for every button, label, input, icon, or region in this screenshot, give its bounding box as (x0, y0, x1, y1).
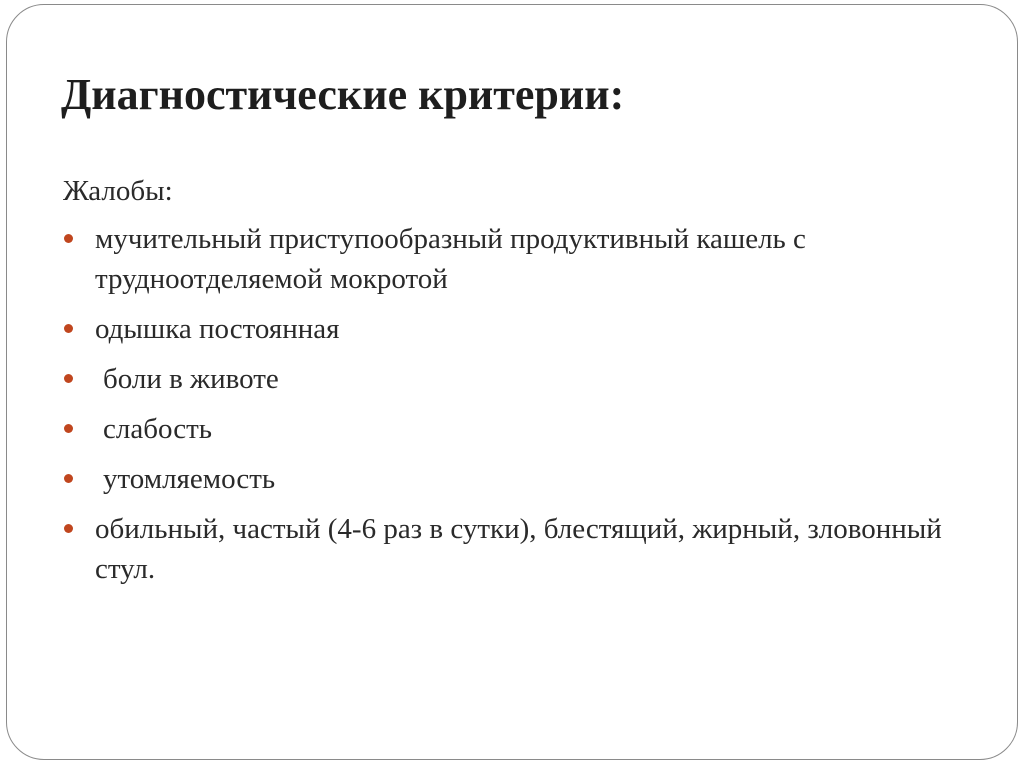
complaints-list (61, 219, 961, 589)
list-item (61, 509, 961, 589)
list-item-text: слабость (103, 413, 212, 445)
list-item-text: обильный, частый (4-6 раз в сутки), блестящий, жирный, зловонный стул. (95, 513, 942, 585)
bullet-dot-icon (64, 474, 73, 483)
bullet-dot-icon (64, 324, 73, 333)
complaints-heading: Жалобы: (63, 175, 173, 207)
bullet-dot-icon (64, 524, 73, 533)
list-item (61, 359, 961, 399)
list-item-text: мучительный приступообразный продуктивный кашель с трудноотделяемой мокротой (95, 223, 806, 295)
slide-frame (6, 4, 1018, 760)
bullet-dot-icon (64, 374, 73, 383)
list-item-text: боли в животе (103, 363, 279, 395)
list-item (61, 309, 961, 349)
list-item (61, 219, 961, 299)
list-item-text: утомляемость (103, 463, 276, 495)
list-item (61, 459, 961, 499)
slide-title: Диагностические критерии: (61, 70, 625, 119)
slide-content (61, 171, 961, 599)
bullet-dot-icon (64, 234, 73, 243)
list-item-text: одышка постоянная (95, 313, 340, 345)
list-item (61, 409, 961, 449)
bullet-dot-icon (64, 424, 73, 433)
